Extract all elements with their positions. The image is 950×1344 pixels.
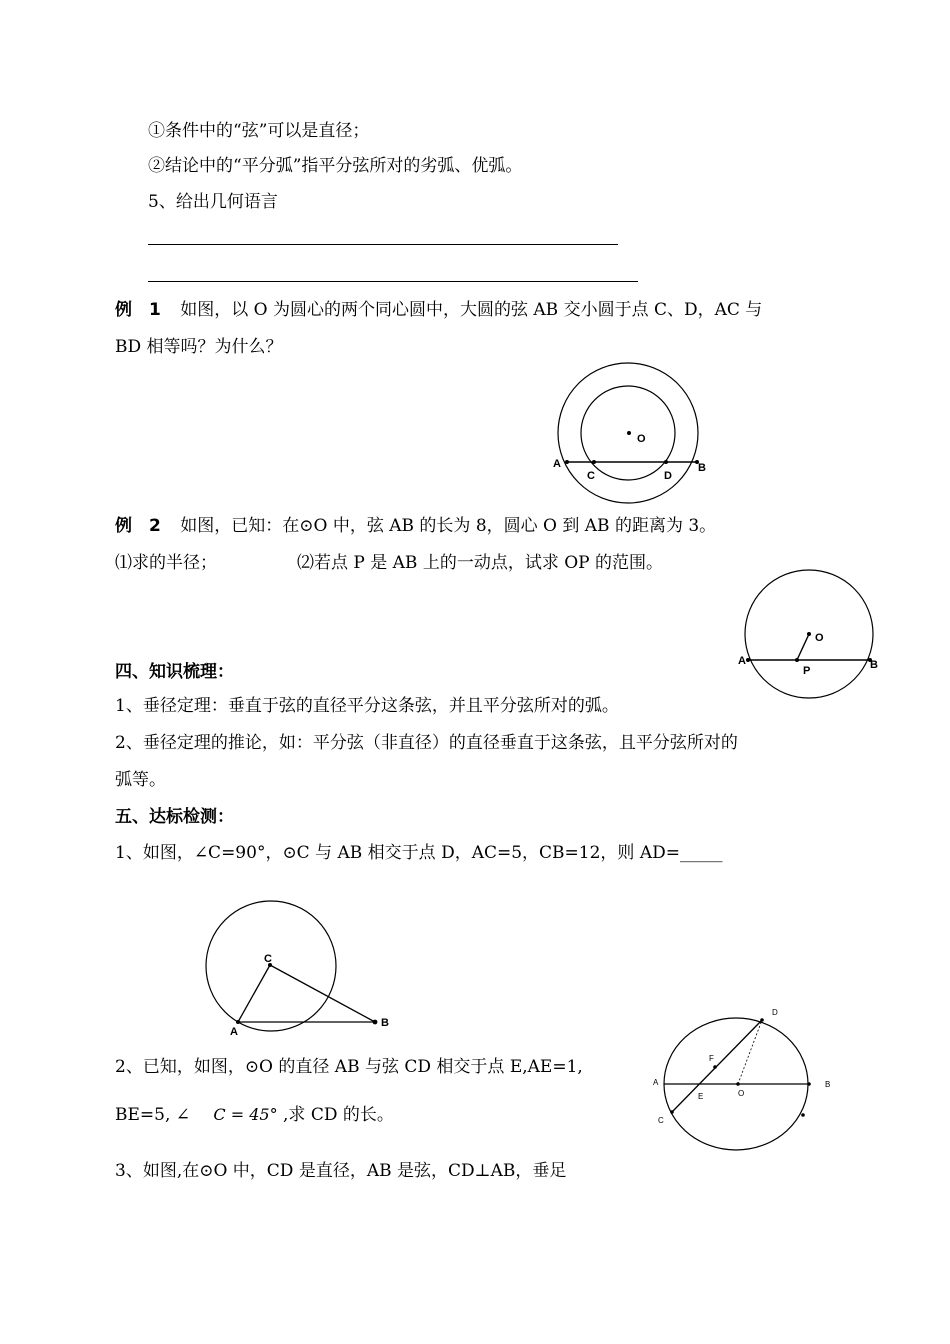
example-1-line-1: [115, 298, 762, 322]
point-b: [373, 1020, 378, 1025]
point-c: [592, 460, 596, 464]
answer-line-1: [148, 244, 618, 245]
point-o: [736, 1082, 740, 1086]
note-1: ①条件中的“弦”可以是直径；: [148, 121, 370, 141]
label-b: B: [825, 1080, 831, 1089]
example-2-text-1: 如图，已知：在⊙O 中，弦 AB 的长为 8，圆心 O 到 AB 的距离为 3。: [180, 516, 717, 536]
section-4-heading: 四、知识梳理：: [115, 662, 234, 682]
label-f: F: [709, 1054, 714, 1063]
section-5-heading: 五、达标检测：: [115, 807, 234, 827]
point-b: [807, 1082, 811, 1086]
example-2-figure: [735, 568, 885, 703]
example-2-label: 例 2: [115, 516, 161, 536]
example-2-q2: ⑵若点 P 是 AB 上的一动点，试求 OP 的范围。: [297, 553, 664, 573]
label-a: A: [738, 655, 746, 667]
label-o: O: [815, 632, 824, 644]
label-c: C: [587, 470, 595, 482]
section-4-item-2a: 2、垂径定理的推论，如：平分弦（非直径）的直径垂直于这条弦，且平分弦所对的: [115, 733, 738, 753]
label-e: E: [698, 1092, 704, 1101]
example-2-line-1: [115, 514, 716, 538]
segment-ca: [238, 965, 270, 1022]
problem-1-figure: [195, 895, 405, 1045]
label-a: A: [653, 1078, 659, 1087]
point-a: [565, 460, 569, 464]
answer-line-2: [148, 281, 638, 282]
example-1-text-2: BD 相等吗？为什么？: [115, 337, 283, 357]
label-b: B: [870, 659, 878, 671]
problem-2-pre: BE=5, ∠: [115, 1105, 191, 1125]
section-4-item-1: 1、垂径定理：垂直于弦的直径平分这条弦，并且平分弦所对的弧。: [115, 696, 619, 716]
problem-1: 1、如图，∠C=90°，⊙C 与 AB 相交于点 D，AC=5，CB=12，则 AD=_____: [115, 843, 723, 863]
label-c: C: [264, 953, 272, 965]
example-2-q1: ⑴求的半径；: [115, 553, 217, 573]
example-1-figure: [540, 370, 730, 510]
example-1-text-1: 如图，以 O 为圆心的两个同心圆中，大圆的弦 AB 交小圆于点 C、D，AC 与: [180, 300, 763, 320]
section-4-item-2b: 弧等。: [115, 770, 166, 790]
problem-2-post: ,求 CD 的长。: [283, 1105, 394, 1125]
point-extra: [801, 1113, 805, 1117]
point-o: [807, 632, 811, 636]
point-a: [746, 658, 750, 662]
problem-2-line-2: [115, 1103, 394, 1127]
label-p: P: [803, 665, 811, 677]
label-o: O: [637, 433, 646, 445]
angle-c-formula: C = 45°: [213, 1105, 278, 1124]
label-b: B: [381, 1017, 389, 1029]
label-d: D: [664, 470, 672, 482]
note-2: ②结论中的“平分弧”指平分弦所对的劣弧、优弧。: [148, 156, 523, 176]
point-f: [713, 1065, 717, 1069]
segment-cb: [270, 965, 375, 1022]
item-5: 5、给出几何语言: [148, 192, 278, 212]
problem-2-figure: [650, 1005, 840, 1155]
label-a: A: [553, 458, 561, 470]
chord-cd: [672, 1020, 762, 1112]
example-1-label: 例 1: [115, 300, 161, 320]
label-d: D: [772, 1008, 778, 1017]
point-o: [627, 431, 631, 435]
label-o: O: [738, 1089, 745, 1098]
point-c: [670, 1110, 674, 1114]
problem-2-line-1: 2、已知，如图，⊙O 的直径 AB 与弦 CD 相交于点 E,AE=1,: [115, 1057, 583, 1077]
label-b: B: [698, 462, 706, 474]
point-p: [795, 658, 799, 662]
point-d: [760, 1018, 764, 1022]
problem-3: 3、如图,在⊙O 中，CD 是直径，AB 是弦，CD⊥AB，垂足: [115, 1161, 567, 1181]
label-c: C: [658, 1116, 664, 1125]
point-a: [236, 1020, 240, 1024]
segment-op: [797, 634, 809, 660]
point-d: [664, 460, 668, 464]
dotted-od: [738, 1020, 762, 1084]
label-a: A: [230, 1026, 238, 1038]
